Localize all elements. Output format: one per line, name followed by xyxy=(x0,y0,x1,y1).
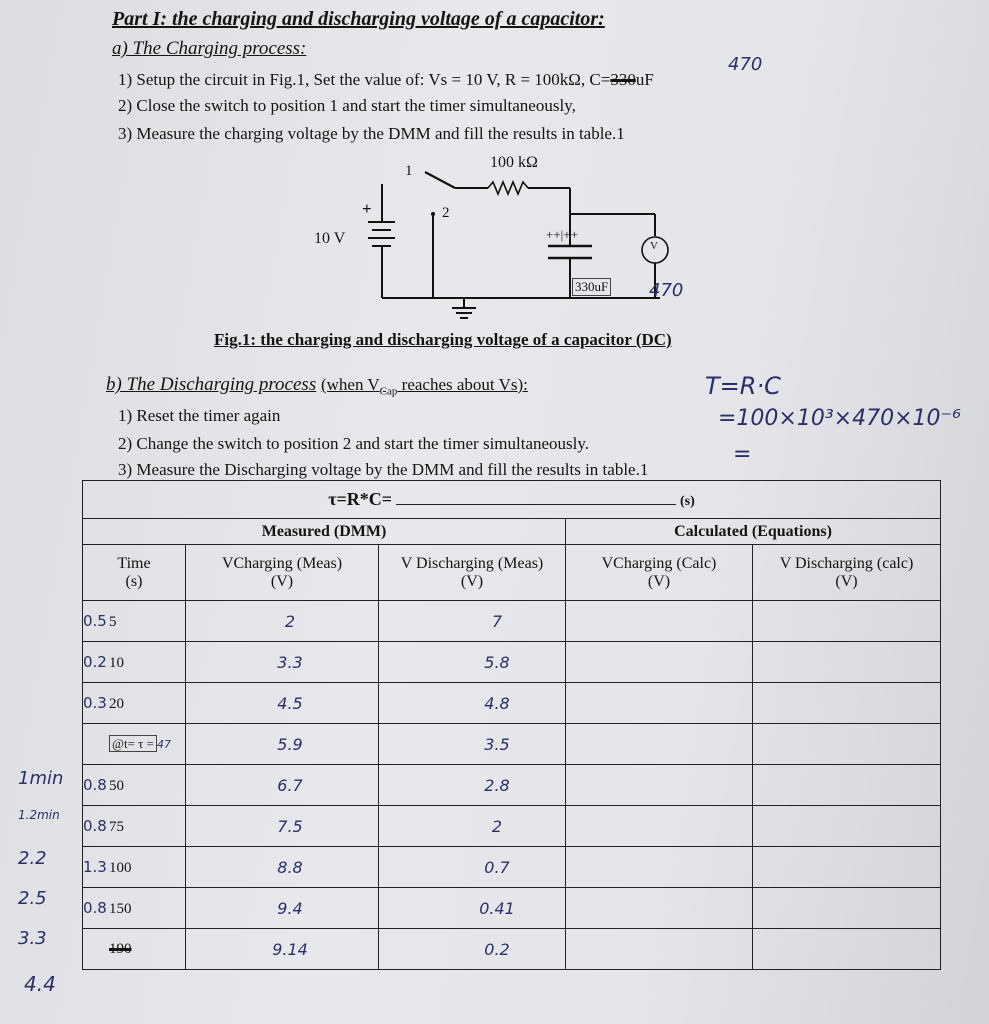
results-table xyxy=(82,480,941,970)
time-cell xyxy=(83,929,186,970)
col-vcharge-calc-header: VCharging (Calc) (V) xyxy=(566,545,753,601)
calculated-header: Calculated (Equations) xyxy=(566,519,941,545)
cap-polarity: ++|++ xyxy=(546,227,578,242)
time-cell xyxy=(83,642,186,683)
time-value: 75 xyxy=(109,818,124,835)
step-a3: 3) Measure the charging voltage by the DMM and fill the results in table.1 xyxy=(118,124,625,143)
table-row xyxy=(83,683,941,724)
vcharge-calc-cell[interactable] xyxy=(566,724,753,765)
time-value: 5 xyxy=(109,613,117,630)
switch-pos-2: 2 xyxy=(442,205,450,221)
hand-formula-2: =100×10³×470×10⁻⁶ xyxy=(718,406,961,431)
vdischarge-calc-cell[interactable] xyxy=(753,847,941,888)
plus-sign: + xyxy=(362,199,372,218)
table-row xyxy=(83,642,941,683)
table-row xyxy=(83,888,941,929)
margin-note: 3.3 xyxy=(18,928,47,949)
vdischarge-calc-cell[interactable] xyxy=(753,888,941,929)
col-vdischarge-meas-header: V Discharging (Meas) (V) xyxy=(379,545,566,601)
vcharge-meas-cell: 8.8 xyxy=(186,847,379,888)
struck-cap-value: 330 xyxy=(610,70,636,89)
measured-header: Measured (DMM) xyxy=(83,519,566,545)
resistor-label: 100 kΩ xyxy=(490,154,538,171)
hand-mark: 0.8 xyxy=(83,898,107,917)
step-b1: 1) Reset the timer again xyxy=(118,406,281,425)
time-value: 50 xyxy=(109,777,124,794)
vcharge-calc-cell[interactable] xyxy=(566,847,753,888)
vdischarge-calc-cell[interactable] xyxy=(753,724,941,765)
margin-note: 1min xyxy=(18,768,64,789)
hand-mark: 0.8 xyxy=(83,816,107,835)
cap-hand-label: 470 xyxy=(649,280,684,301)
part-title: Part I: the charging and discharging voltage of a capacitor: xyxy=(112,8,605,30)
cap-label: 330uF xyxy=(572,278,611,296)
time-cell xyxy=(83,683,186,724)
step-a1: 1) Setup the circuit in Fig.1, Set the value of: Vs = 10 V, R = 100kΩ, C=330uF xyxy=(118,70,654,89)
hand-mark: 1.3 xyxy=(83,857,107,876)
time-value: 10 xyxy=(109,654,124,671)
circuit-diagram xyxy=(300,150,740,335)
vcharge-calc-cell[interactable] xyxy=(566,601,753,642)
time-cell xyxy=(83,765,186,806)
vdischarge-meas-cell: 5.8 xyxy=(379,642,566,683)
vcharge-meas-cell: 9.4 xyxy=(186,888,379,929)
margin-note: 2.5 xyxy=(18,888,47,909)
hand-formula-1: T=R·C xyxy=(705,372,781,400)
vdischarge-calc-cell[interactable] xyxy=(753,929,941,970)
time-cell xyxy=(83,888,186,929)
vcharge-meas-cell: 3.3 xyxy=(186,642,379,683)
vcharge-meas-cell: 4.5 xyxy=(186,683,379,724)
vcharge-calc-cell[interactable] xyxy=(566,888,753,929)
time-cell xyxy=(83,601,186,642)
vcharge-meas-cell: 7.5 xyxy=(186,806,379,847)
tau-hand-value: 47 xyxy=(156,737,171,751)
col-vdischarge-calc-header: V Discharging (calc) (V) xyxy=(753,545,941,601)
vcharge-calc-cell[interactable] xyxy=(566,806,753,847)
vdischarge-meas-cell: 0.41 xyxy=(379,888,566,929)
vdischarge-meas-cell: 2.8 xyxy=(379,765,566,806)
figure-caption: Fig.1: the charging and discharging voltage of a capacitor (DC) xyxy=(214,330,672,349)
col-vcharge-meas-header: VCharging (Meas) (V) xyxy=(186,545,379,601)
time-cell xyxy=(83,806,186,847)
step-b3: 3) Measure the Discharging voltage by the DMM and fill the results in table.1 xyxy=(118,460,649,479)
step-b2: 2) Change the switch to position 2 and start the timer simultaneously. xyxy=(118,434,590,453)
table-row xyxy=(83,929,941,970)
time-cell xyxy=(83,724,186,765)
margin-note: 2.2 xyxy=(18,848,47,869)
vdischarge-meas-cell: 2 xyxy=(379,806,566,847)
time-value: @t= τ = xyxy=(109,735,157,752)
step-a2: 2) Close the switch to position 1 and start the timer simultaneously, xyxy=(118,96,576,115)
vcharge-meas-cell: 6.7 xyxy=(186,765,379,806)
time-value: 190 xyxy=(109,940,132,957)
vdischarge-calc-cell[interactable] xyxy=(753,683,941,724)
vcharge-calc-cell[interactable] xyxy=(566,683,753,724)
margin-note: 1.2min xyxy=(18,808,60,822)
section-a-title: a) The Charging process: xyxy=(112,38,307,59)
table-row xyxy=(83,601,941,642)
vdischarge-calc-cell[interactable] xyxy=(753,806,941,847)
vdischarge-calc-cell[interactable] xyxy=(753,601,941,642)
vdischarge-calc-cell[interactable] xyxy=(753,642,941,683)
time-value: 100 xyxy=(109,859,132,876)
col-time-header: Time (s) xyxy=(83,545,186,601)
table-row xyxy=(83,724,941,765)
vcharge-meas-cell: 5.9 xyxy=(186,724,379,765)
vdischarge-meas-cell: 0.7 xyxy=(379,847,566,888)
vdischarge-meas-cell: 0.2 xyxy=(379,929,566,970)
section-b-title: b) The Discharging process (when $V_{Cap}$ reaches about Vs): xyxy=(106,374,528,398)
table-body xyxy=(83,601,941,970)
hand-formula-3: = xyxy=(733,442,752,467)
vcharge-calc-cell[interactable] xyxy=(566,929,753,970)
vdischarge-meas-cell: 4.8 xyxy=(379,683,566,724)
table-row xyxy=(83,847,941,888)
source-label: 10 V xyxy=(314,230,346,247)
tau-row: τ=R*C= (s) xyxy=(83,481,941,519)
hand-mark: 0.2 xyxy=(83,652,107,671)
vcharge-calc-cell[interactable] xyxy=(566,765,753,806)
vdischarge-meas-cell: 7 xyxy=(379,601,566,642)
time-value: 150 xyxy=(109,900,132,917)
time-value: 20 xyxy=(109,695,124,712)
switch-pos-1: 1 xyxy=(405,163,413,179)
vdischarge-meas-cell: 3.5 xyxy=(379,724,566,765)
hand-mark: 0.5 xyxy=(83,611,107,630)
vcharge-meas-cell: 2 xyxy=(186,601,379,642)
hand-mark: 0.3 xyxy=(83,693,107,712)
hand-mark: 0.8 xyxy=(83,775,107,794)
bottom-margin-note: 4.4 xyxy=(24,972,56,996)
vcharge-meas-cell: 9.14 xyxy=(186,929,379,970)
hand-cap-value: 470 xyxy=(728,54,763,75)
vcharge-calc-cell[interactable] xyxy=(566,642,753,683)
time-cell xyxy=(83,847,186,888)
vdischarge-calc-cell[interactable] xyxy=(753,765,941,806)
table-row xyxy=(83,806,941,847)
table-row xyxy=(83,765,941,806)
voltmeter-label: V xyxy=(650,240,658,252)
